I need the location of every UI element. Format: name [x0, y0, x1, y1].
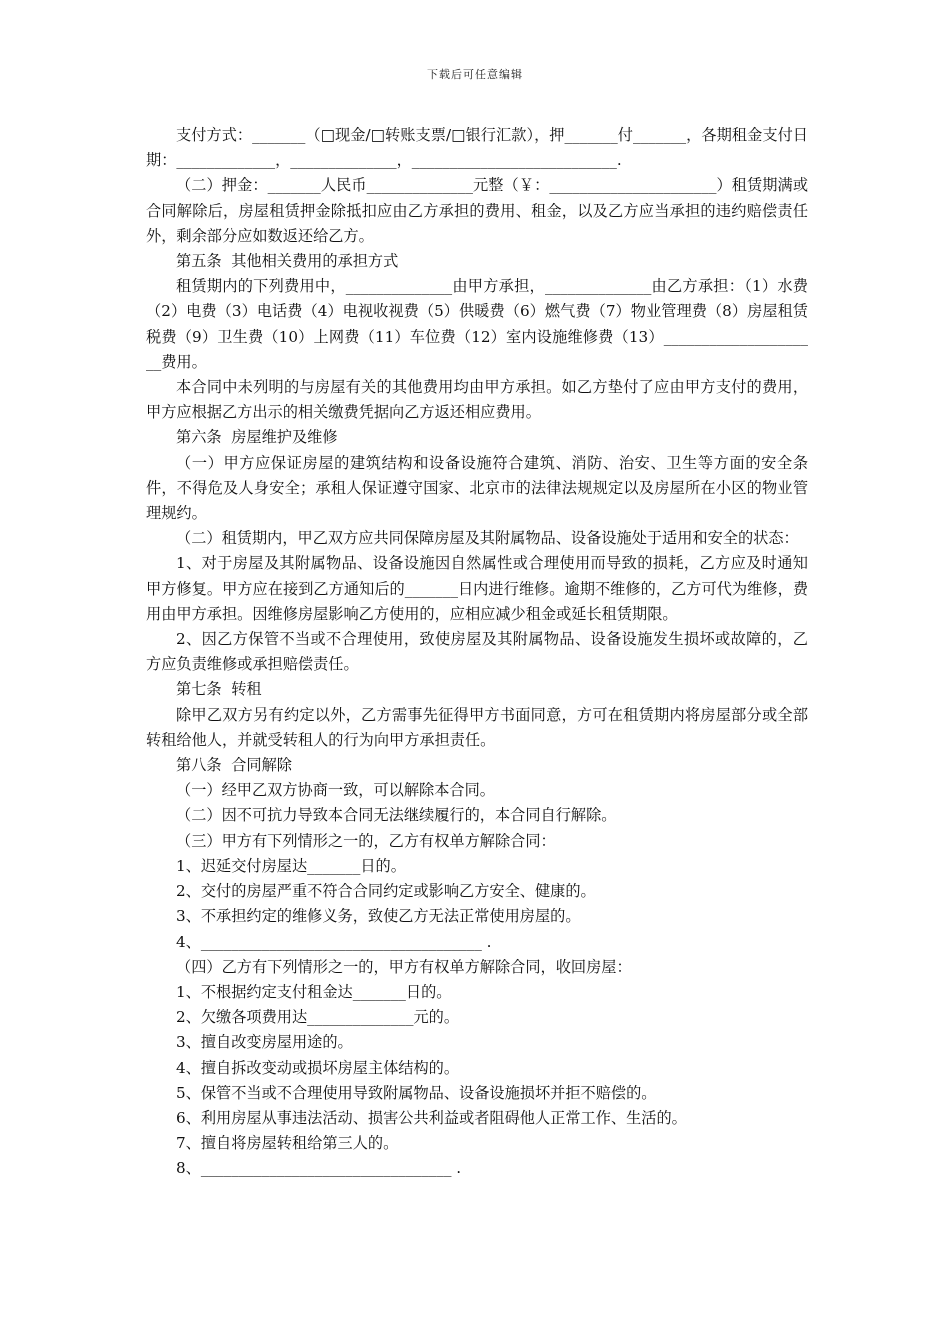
termination-clause-3: （三）甲方有下列情形之一的，乙方有权单方解除合同：	[176, 831, 556, 850]
maintenance-item-2: 2、因乙方保管不当或不合理使用，致使房屋及其附属物品、设备设施发生损坏或故障的，乙方应负责维修或承担赔偿责任。	[146, 630, 808, 674]
lessor-termination-item-2: 2、欠缴各项费用达______________元的。	[176, 1008, 460, 1027]
termination-clause-2: （二）因不可抗力导致本合同无法继续履行的，本合同自行解除。	[176, 806, 617, 825]
lessee-termination-item-4: 4、_____________________________________ .	[176, 932, 492, 951]
maintenance-clause-1: （一）甲方应保证房屋的建筑结构和设备设施符合建筑、消防、治安、卫生等方面的安全条件，不得危及人身安全；承租人保证遵守国家、北京市的法律法规规定以及房屋所在小区的物业管理规约。	[146, 453, 808, 523]
deposit-paragraph: （二）押金：_______人民币______________元整（￥：______________________）租赁期满或合同解除后，房屋租赁押金除抵扣应由乙方承担的费用、租金，以及乙方应当承担的违约赔偿责任外，剩余部分应如数返还给乙方。	[146, 176, 808, 245]
unlisted-fees-paragraph: 本合同中未列明的与房屋有关的其他费用均由甲方承担。如乙方垫付了应由甲方支付的费用，甲方应根据乙方出示的相关缴费凭据向乙方返还相应费用。	[146, 378, 808, 422]
termination-clause-4: （四）乙方有下列情形之一的，甲方有权单方解除合同，收回房屋：	[176, 957, 632, 976]
lessor-termination-item-7: 7、擅自将房屋转租给第三人的。	[176, 1134, 399, 1153]
contract-body	[146, 123, 808, 1182]
lessor-termination-item-1: 1、不根据约定支付租金达_______日的。	[176, 982, 452, 1001]
lessor-termination-item-3: 3、擅自改变房屋用途的。	[176, 1033, 353, 1052]
lessee-termination-item-1: 1、迟延交付房屋达_______日的。	[176, 856, 406, 875]
article-5-heading: 第五条 其他相关费用的承担方式	[176, 252, 399, 271]
payment-method-paragraph: 支付方式：_______（□现金/□转账支票/□银行汇款），押_______付_______，各期租金支付日期：_____________，______________，___________________________.	[146, 126, 808, 170]
lessor-termination-item-5: 5、保管不当或不合理使用导致附属物品、设备设施损坏并拒不赔偿的。	[176, 1083, 657, 1102]
lessor-termination-item-6: 6、利用房屋从事违法活动、损害公共利益或者阻碍他人正常工作、生活的。	[176, 1108, 687, 1127]
article-7-heading: 第七条 转租	[176, 680, 262, 699]
fees-list-paragraph: 租赁期内的下列费用中，______________由甲方承担，______________由乙方承担：（1）水费（2）电费（3）电话费（4）电视收视费（5）供暖费（6）燃气费（7）物业管理费（8）房屋租赁税费（9）卫生费（10）上网费（11）车位费（12）室内设施维修费（13）_____________________费用。	[146, 277, 808, 371]
article-6-heading: 第六条 房屋维护及维修	[176, 428, 338, 447]
lessor-termination-item-8: 8、_________________________________ .	[176, 1159, 462, 1178]
maintenance-clause-2: （二）租赁期内，甲乙双方应共同保障房屋及其附属物品、设备设施处于适用和安全的状态：	[176, 529, 799, 548]
article-8-heading: 第八条 合同解除	[176, 756, 292, 775]
sublease-paragraph: 除甲乙双方另有约定以外，乙方需事先征得甲方书面同意，方可在租赁期内将房屋部分或全部转租给他人，并就受转租人的行为向甲方承担责任。	[146, 705, 808, 749]
download-note: 下载后可任意编辑	[427, 68, 523, 81]
lessor-termination-item-4: 4、擅自拆改变动或损坏房屋主体结构的。	[176, 1058, 460, 1077]
lessee-termination-item-2: 2、交付的房屋严重不符合合同约定或影响乙方安全、健康的。	[176, 882, 596, 901]
termination-clause-1: （一）经甲乙双方协商一致，可以解除本合同。	[176, 781, 495, 800]
maintenance-item-1: 1、对于房屋及其附属物品、设备设施因自然属性或合理使用而导致的损耗，乙方应及时通知甲方修复。甲方应在接到乙方通知后的_______日内进行维修。逾期不维修的，乙方可代为维修，费用由甲方承担。因维修房屋影响乙方使用的，应相应减少租金或延长租赁期限。	[146, 554, 808, 623]
lessee-termination-item-3: 3、不承担约定的维修义务，致使乙方无法正常使用房屋的。	[176, 907, 581, 926]
